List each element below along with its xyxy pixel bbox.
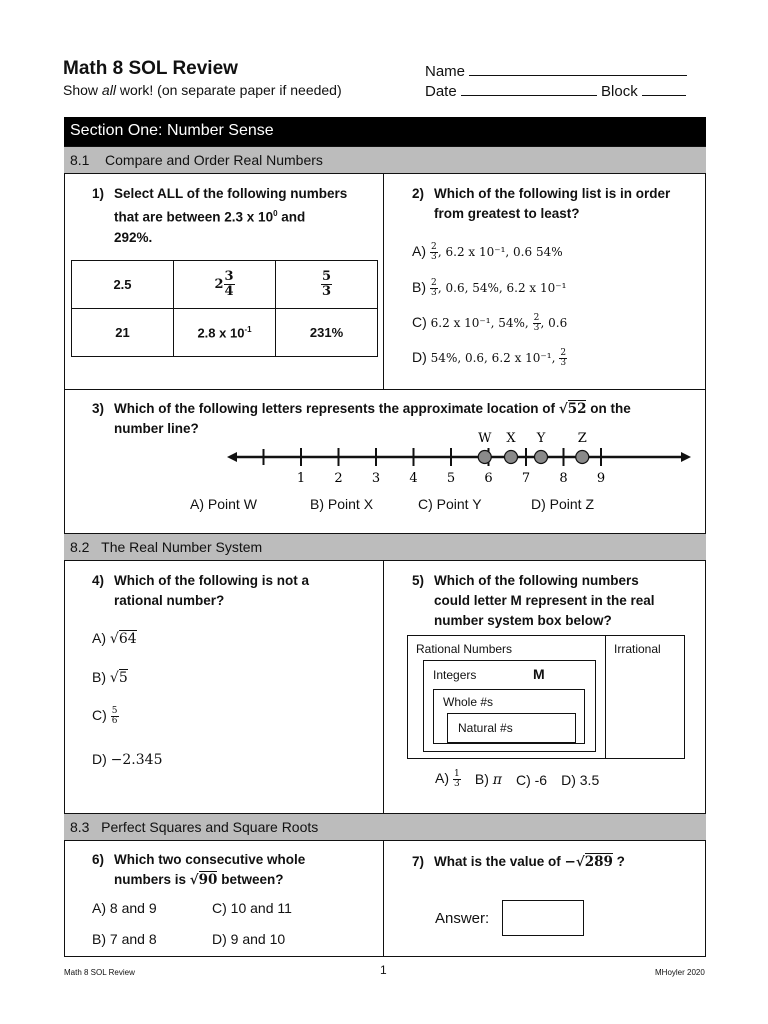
question-2: 2) Which of the following list is in order from greatest to least? [412, 186, 671, 221]
q2-option-a[interactable]: A) $\frac{2}{3}$ , 6.2 x 10⁻¹, 0.6 54% [412, 242, 563, 262]
footer-right: MHoyler 2020 [655, 968, 705, 977]
subsection-header-8-3: 8.3 Perfect Squares and Square Roots [64, 813, 706, 841]
q4-option-b[interactable]: B) √5 [92, 669, 128, 686]
q2-option-d[interactable]: D) 54%, 0.6, 6.2 x 10⁻¹, $\frac{2}{3}$ [412, 348, 567, 368]
q4-option-d[interactable]: D) −2.345 [92, 751, 163, 768]
number-line-point [505, 451, 518, 464]
column-divider [383, 174, 384, 389]
number-line-tick-label: 8 [559, 471, 568, 486]
number-line-tick-label: 1 [296, 471, 306, 486]
q6-option-c[interactable]: C) 10 and 11 [212, 900, 292, 916]
number-line-tick-label: 3 [371, 471, 381, 486]
number-line-point-label: Z [577, 431, 587, 446]
number-line-point-label: X [506, 431, 516, 446]
q3-option-a[interactable]: A) Point W [190, 496, 257, 512]
table-cell[interactable]: 2.5 [72, 261, 174, 309]
q3-option-d[interactable]: D) Point Z [531, 496, 595, 512]
number-line-tick-label: 4 [409, 471, 418, 486]
q6-option-b[interactable]: B) 7 and 8 [92, 931, 157, 947]
row-divider [64, 389, 706, 390]
q2-option-c[interactable]: C) 6.2 x 10⁻¹, 54%, $\frac{2}{3}$ , 0.6 [412, 313, 568, 333]
q5-option-b[interactable]: B) π [474, 771, 502, 788]
integers-label: Integers [433, 668, 477, 682]
number-line-point-label: Y [536, 431, 546, 446]
page-title: Math 8 SOL Review [63, 58, 238, 79]
q4-option-a[interactable]: A) √64 [92, 630, 137, 647]
q3-option-b[interactable]: B) Point X [310, 496, 374, 512]
q5-options [435, 770, 599, 789]
column-divider [383, 561, 384, 813]
page-subtitle: Show all work! (on separate paper if needed) [63, 82, 342, 98]
number-line [225, 428, 695, 486]
footer-left: Math 8 SOL Review [64, 968, 135, 977]
question-6: 6) Which two consecutive whole numbers is √90 between? [92, 852, 306, 888]
table-cell[interactable]: 231% [276, 309, 378, 357]
table-cell[interactable]: 21 [72, 309, 174, 357]
section-header: Section One: Number Sense [64, 117, 706, 147]
question-3: 3) Which of the following letters represents the approximate location of √52 on the number line? [92, 401, 631, 436]
q4-option-c[interactable]: C) $\frac{5}{6}$ [92, 706, 118, 726]
table-cell[interactable]: 2.8 x $10^{-1}$ [174, 309, 276, 357]
question-1: 1) Select ALL of the following numbers that are between 2.3 x $10^0$ and 292%. [92, 186, 348, 245]
natural-numbers-label: Natural #s [458, 721, 513, 735]
q2-option-b[interactable]: B) $\frac{2}{3}$ , 0.6, 54%, 6.2 x 10⁻¹ [412, 278, 567, 298]
q5-option-d[interactable]: D) 3.5 [561, 771, 600, 788]
number-line-point [535, 451, 548, 464]
irrational-divider [605, 635, 606, 759]
number-line-tick-label: 7 [521, 471, 531, 486]
subsection-header-8-2: 8.2 The Real Number System [64, 533, 706, 561]
number-line-tick-label: 9 [596, 471, 606, 486]
table-cell[interactable]: 2 $\frac{3}{4}$ [174, 261, 276, 309]
arrow-right-icon [681, 452, 691, 462]
q5-option-c[interactable]: C) -6 [515, 771, 548, 788]
subsection-header-8-1: 8.1 Compare and Order Real Numbers [64, 146, 706, 174]
whole-numbers-label: Whole #s [443, 695, 494, 709]
question-5: 5) Which of the following numbers could letter M represent in the real number system box below? [412, 573, 655, 628]
arrow-left-icon [227, 452, 237, 462]
date-block-fields[interactable]: Date Block [425, 82, 686, 100]
number-line-point [576, 451, 589, 464]
question-4: 4) Which of the following is not a rational number? [92, 573, 309, 608]
number-line-point-label: W [478, 431, 492, 446]
number-line-tick-label: 5 [446, 471, 456, 486]
table-cell[interactable]: $\frac{5}{3}$ [276, 261, 378, 309]
name-field[interactable]: Name [425, 62, 687, 80]
rational-numbers-label: Rational Numbers [416, 642, 513, 656]
number-table [71, 260, 378, 357]
q3-option-c[interactable]: C) Point Y [418, 496, 482, 512]
q5-option-a[interactable]: A) $\frac{1}{3}$ [435, 769, 460, 789]
irrational-label: Irrational [614, 642, 661, 656]
page-number: 1 [380, 963, 387, 977]
question-7: 7) What is the value of −√289 ? [412, 854, 625, 870]
marker-m: M [533, 666, 545, 682]
number-line-point [478, 451, 491, 464]
q6-option-d[interactable]: D) 9 and 10 [212, 931, 286, 947]
number-line-tick-label: 2 [334, 471, 343, 486]
number-line-tick-label: 6 [484, 471, 493, 486]
column-divider [383, 841, 384, 957]
q6-option-a[interactable]: A) 8 and 9 [92, 900, 157, 916]
answer-box[interactable] [502, 900, 584, 936]
answer-label: Answer: [435, 910, 490, 927]
q3-options [190, 496, 670, 512]
